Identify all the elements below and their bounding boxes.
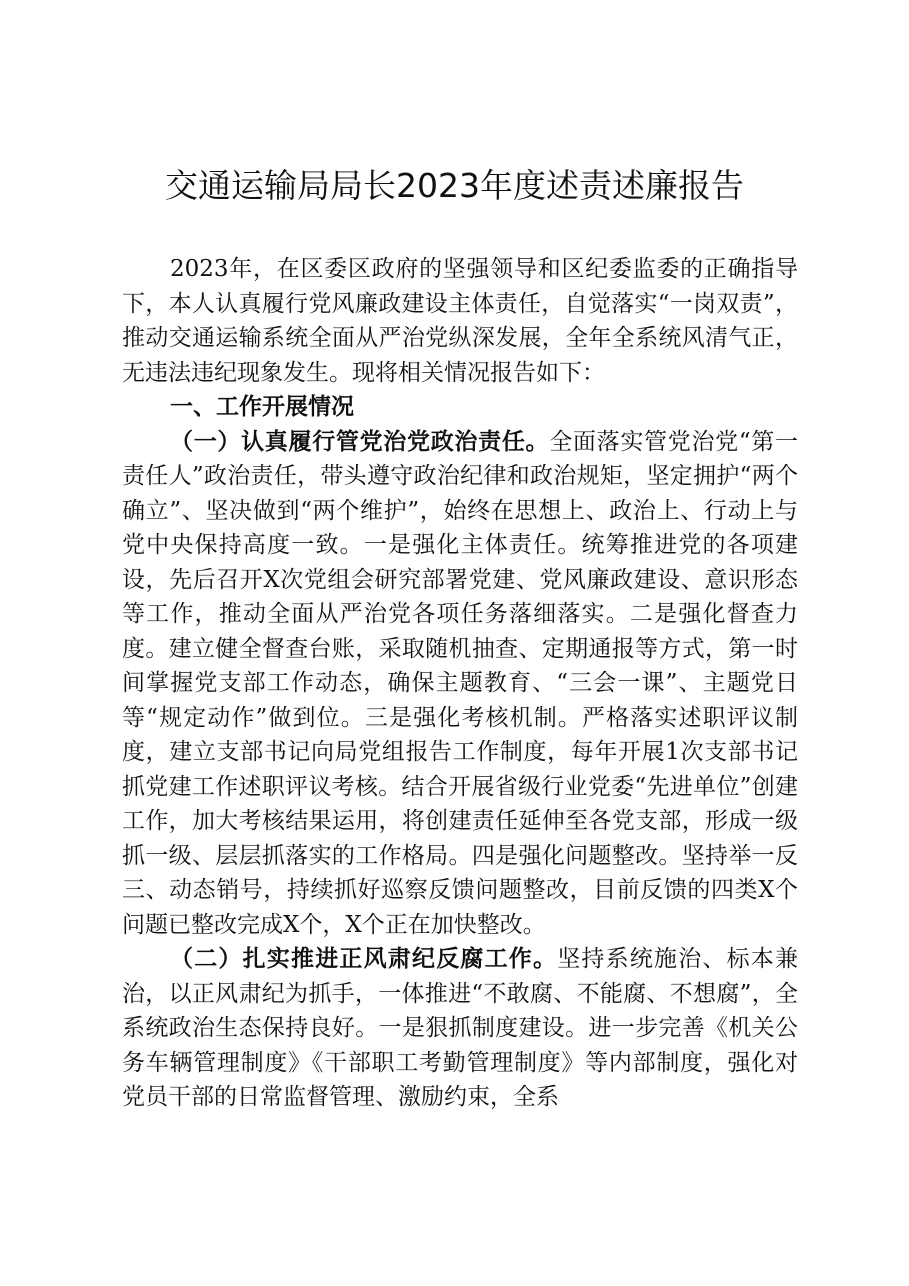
document-body xyxy=(122,252,798,1115)
intro-paragraph: 2023年，在区委区政府的坚强领导和区纪委监委的正确指导下，本人认真履行党风廉政建设主体责任，自觉落实“一岗双责”，推动交通运输系统全面从严治党纵深发展，全年全系统风清气正，无违法违纪现象发生。现将相关情况报告如下： xyxy=(122,256,798,386)
document-title: 交通运输局局长2023年度述责述廉报告 xyxy=(165,166,744,205)
subsection-2-lead: （二）扎实推进正风肃纪反腐工作。 xyxy=(170,946,558,972)
subsection-2-paragraph xyxy=(122,942,798,1115)
subsection-1-text: 全面落实管党治党“第一责任人”政治责任，带头遵守政治纪律和政治规矩，坚定拥护“两个确立”、坚决做到“两个维护”，始终在思想上、政治上、行动上与党中央保持高度一致。一是强化主体责任。统筹推进党的各项建设，先后召开X次党组会研究部署党建、党风廉政建设、意识形态等工作，推动全面从严治党各项任务落细落实。二是强化督查力度。建立健全督查台账，采取随机抽查、定期通报等方式，第一时间掌握党支部工作动态，确保主题教育、“三会一课”、主题党日等“规定动作”做到位。三是强化考核机制。严格落实述职评议制度，建立支部书记向局党组报告工作制度，每年开展1次支部书记抓党建工作述职评议考核。结合开展省级行业党委“先进单位”创建工作，加大考核结果运用，将创建责任延伸至各党支部，形成一级抓一级、层层抓落实的工作格局。四是强化问题整改。坚持举一反三、动态销号，持续抓好巡察反馈问题整改，目前反馈的四类X个问题已整改完成X个，X个正在加快整改。 xyxy=(122,428,799,938)
section-heading: 一、工作开展情况 xyxy=(170,394,354,420)
subsection-1-paragraph xyxy=(122,425,798,943)
subsection-2-text: 坚持系统施治、标本兼治，以正风肃纪为抓手，一体推进“不敢腐、不能腐、不想腐”，全系统政治生态保持良好。一是狠抓制度建设。进一步完善《机关公务车辆管理制度》《干部职工考勤管理制度》等内部制度，强化对党员干部的日常监督管理、激励约束，全系 xyxy=(122,946,799,1110)
subsection-1-lead: （一）认真履行管党治党政治责任。 xyxy=(170,428,550,455)
